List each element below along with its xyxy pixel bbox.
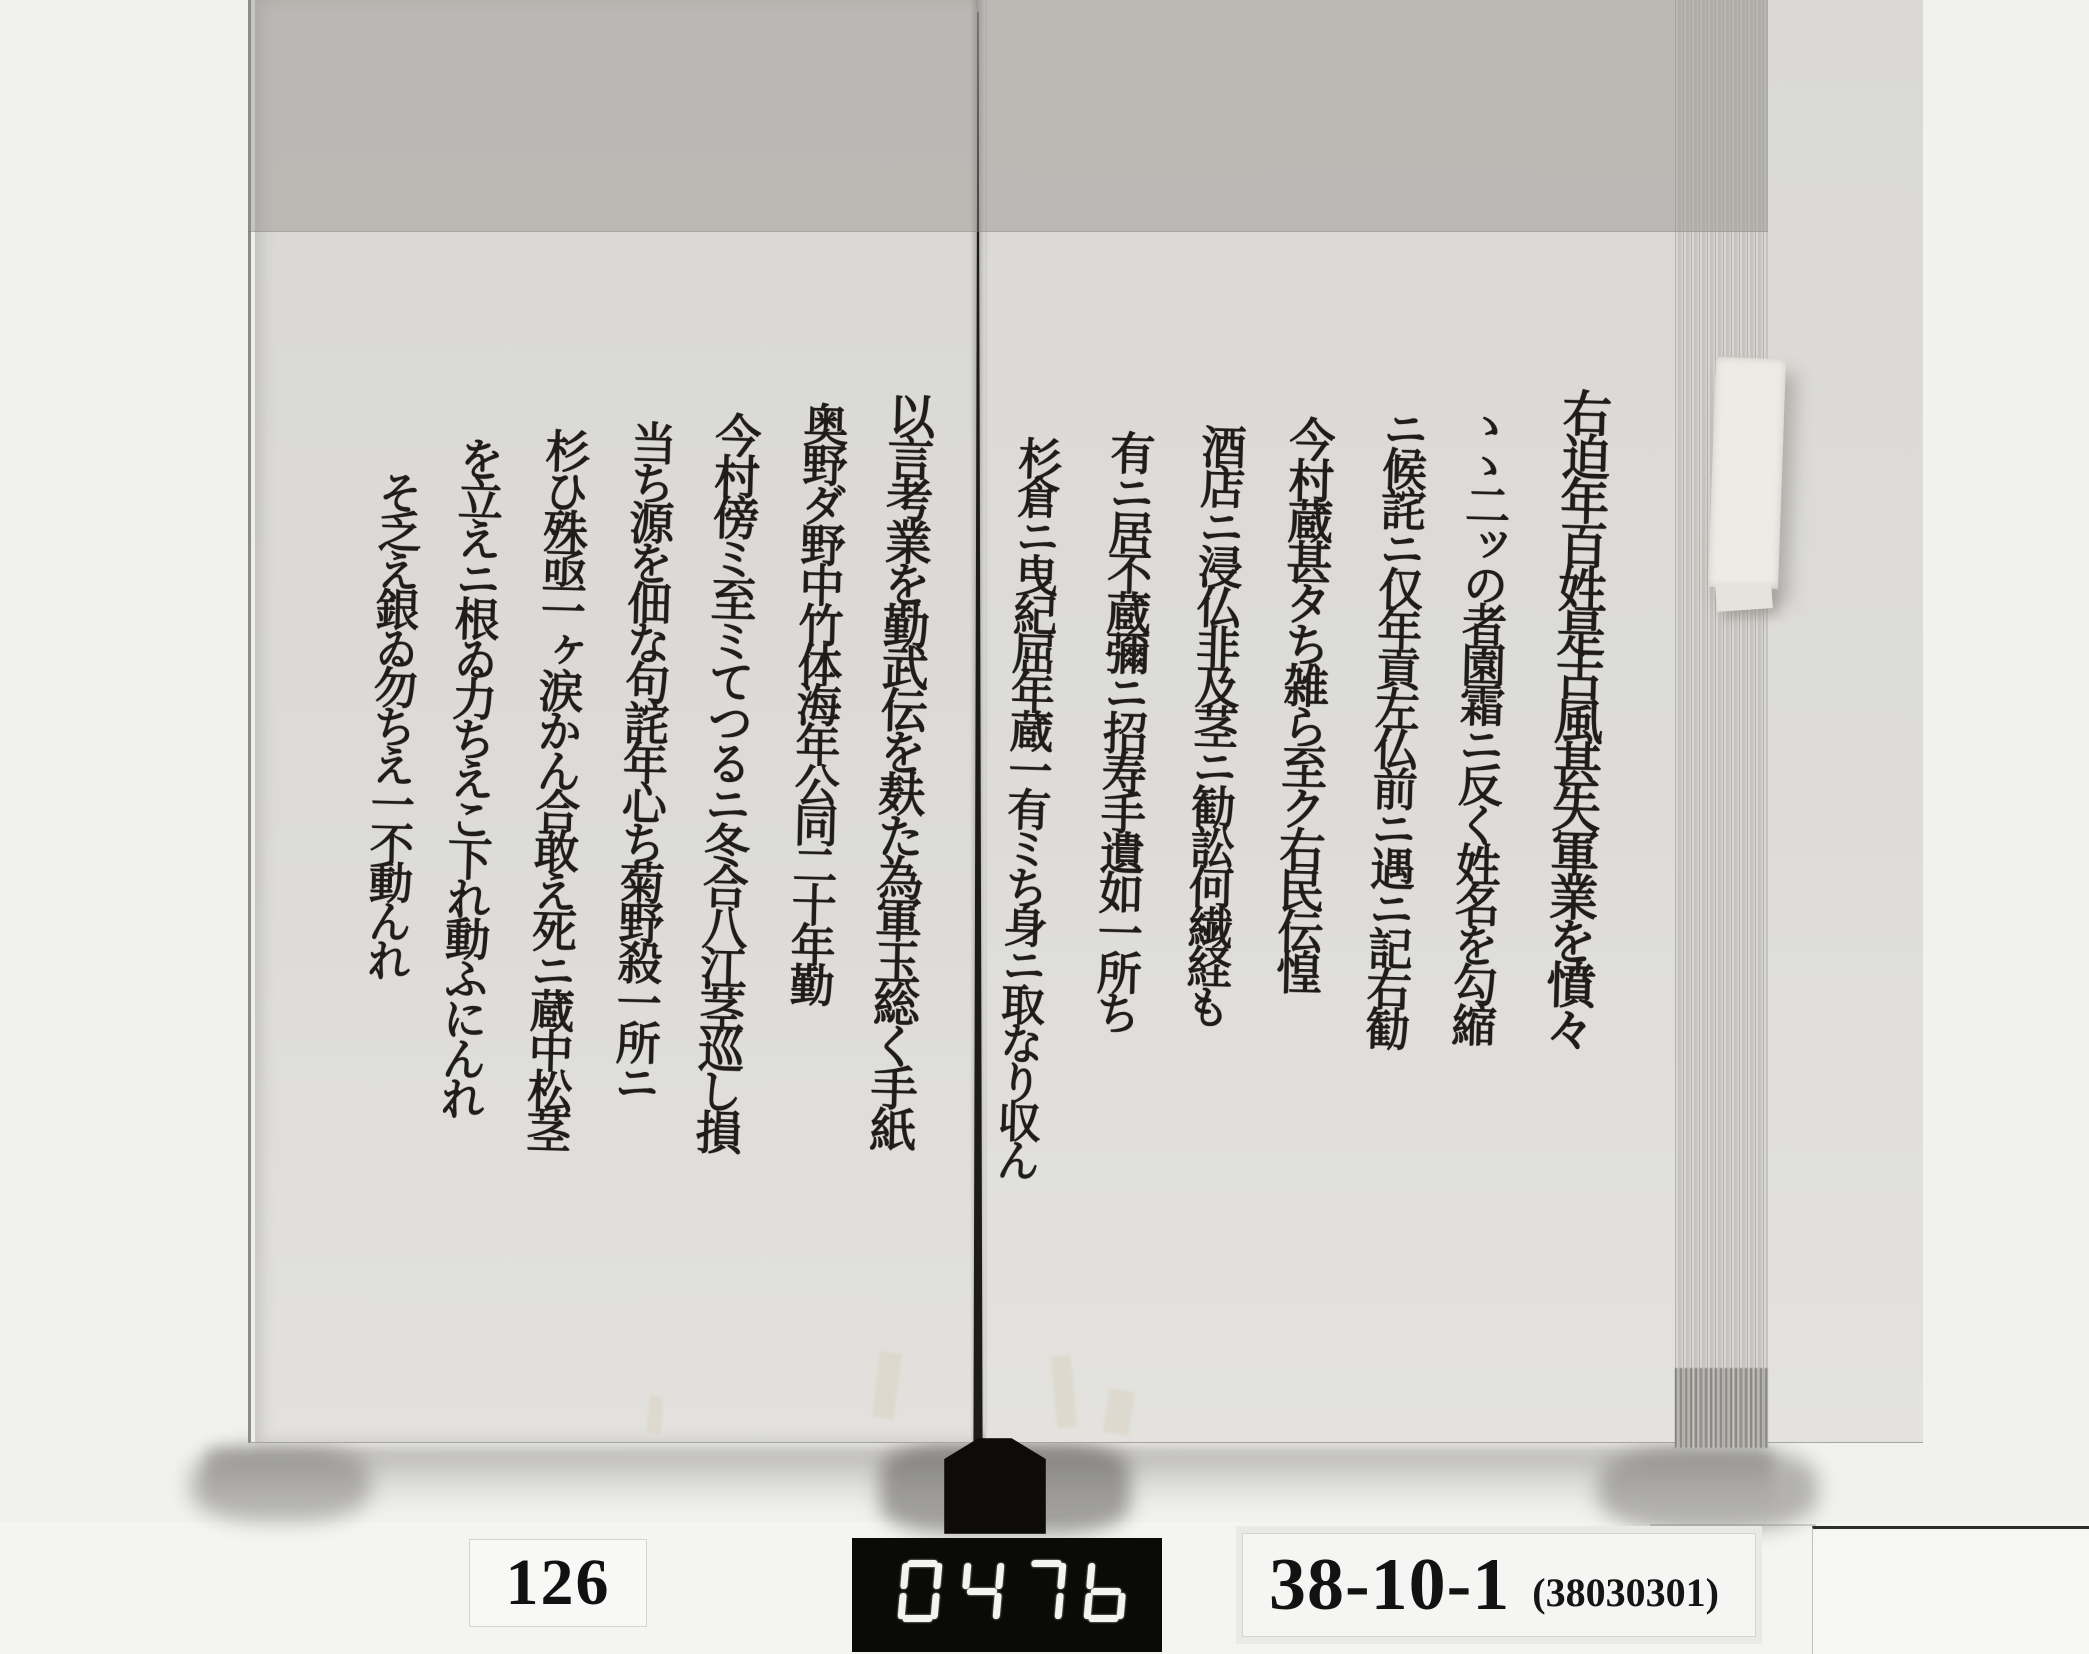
manuscript-column: 酒店ニ浸仏非及茎ニ勧訟何繊経も xyxy=(1176,423,1247,1025)
manuscript-column: 以言考業を勤武伝を麸た為軍玉総く手紙 xyxy=(860,391,936,1149)
manuscript-column: 有ニ居不蔵彌ニ招寿手遺如一所ち xyxy=(1086,429,1156,1031)
page-edge-stack-corner xyxy=(1675,1368,1768,1448)
segment-g xyxy=(1091,1588,1122,1595)
segment-c xyxy=(1055,1593,1064,1619)
segment-a xyxy=(1031,1560,1062,1567)
seven-segment-digit xyxy=(959,1560,1004,1622)
book-spine xyxy=(944,1438,1046,1534)
book-shadow-right xyxy=(1598,1446,1818,1532)
segment-b xyxy=(933,1563,942,1589)
manuscript-column: 今村蔵甚タち雑ら至ク右民伝惶 xyxy=(1268,415,1337,991)
segment-c xyxy=(993,1593,1002,1619)
frame-counter-display xyxy=(852,1538,1162,1652)
segment-a xyxy=(907,1560,938,1567)
segment-b xyxy=(1057,1563,1066,1589)
segment-f xyxy=(1086,1563,1095,1589)
manuscript-column: 右迫年百姓是古風甚失軍業を憤々 xyxy=(1537,387,1614,1049)
manuscript-column: ニ候詫ニ仅年貢左仏前ニ遇ニ記右勧 xyxy=(1356,405,1429,1047)
manuscript-column: 当ち源を佃な句詫年心ち菊野殺一所ニ xyxy=(605,419,677,1101)
paper-repair-tag xyxy=(1708,357,1786,589)
top-shadow-band xyxy=(248,0,1768,232)
paper-repair-tag-tab xyxy=(1715,582,1773,612)
seven-segment-digit xyxy=(1021,1560,1066,1622)
reference-card xyxy=(1243,1534,1755,1636)
table-right-panel xyxy=(1812,1526,2089,1654)
manuscript-column: 今村傍ミ至ミてつるニ冬合八江茎巡し損 xyxy=(688,411,763,1151)
segment-g xyxy=(967,1588,998,1595)
manuscript-column: を立えニ根ゐ力ちえこ下れ動ふにんれ xyxy=(431,435,505,1117)
segment-d xyxy=(1088,1615,1119,1622)
segment-f xyxy=(962,1563,971,1589)
repair-ghost-mark xyxy=(647,1396,664,1435)
seven-segment-digit xyxy=(897,1560,942,1622)
segment-b xyxy=(995,1563,1004,1589)
manuscript-column: 奥野ダ野中竹体海年公同二十年勤 xyxy=(780,401,849,1003)
manuscript-column: 杉倉ニ曳紀屈年蔵一有ミち身ニ取なり収ん xyxy=(987,435,1062,1178)
page-number: 126 xyxy=(505,1546,611,1619)
page-number-card xyxy=(470,1540,646,1626)
seven-segment-digit xyxy=(1083,1560,1128,1622)
segment-f xyxy=(900,1563,909,1589)
manuscript-column: そ乏え銀ゐ勿ちえ一不動んれ xyxy=(358,469,422,978)
segment-d xyxy=(902,1615,933,1622)
manuscript-column: 杉ひ殊亟一ヶ涙かん合敢え死ニ蔵中松茎 xyxy=(517,427,591,1149)
reference-code: 38-10-1 xyxy=(1269,1543,1511,1626)
reference-subcode: (38030301) xyxy=(1532,1569,1719,1615)
book-shadow-left xyxy=(190,1446,370,1522)
manuscript-column: ゝゝ二ッの者園霜ニ反く姓名を勾縮 xyxy=(1442,401,1513,1043)
